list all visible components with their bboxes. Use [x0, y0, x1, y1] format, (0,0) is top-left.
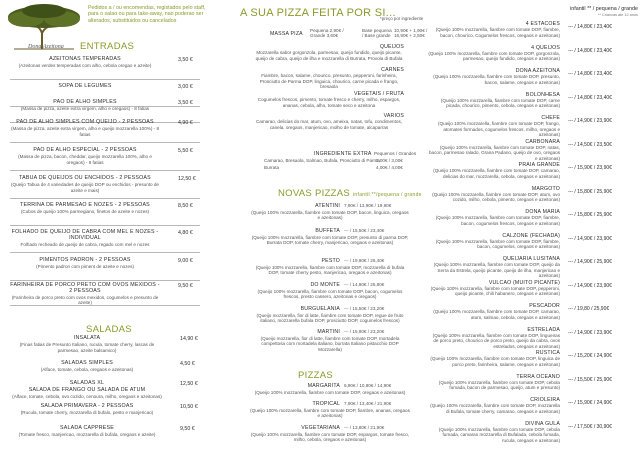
right-pizza-name: BOLONHESA: [525, 91, 560, 98]
pizza-name: [274, 228, 340, 234]
right-pizza-price: --- / 15,50€ / 25,90€: [568, 376, 612, 383]
salada-item: [12, 388, 162, 400]
right-pizza-desc: (Queijo 100% mozzarella, fiambre com tomate DOP, lingueiras de porco preto, chourico de porco preto, queijo da cabra, ovos estrelados, oregaos e azeitonas): [432, 332, 560, 349]
entrada-item: [10, 203, 160, 215]
pizza-price: --- / 15,50€ / 23,20€: [344, 306, 385, 311]
entrada-item: [10, 176, 160, 193]
entrada-name: TABUA DE QUEIJOS OU ENCHIDOS - 2 PESSOAS: [19, 175, 151, 181]
pizza-desc: (Queijo 100% mozzarella, fiambre com tomate DOP, presunto di parma DOP, Burrata DOP, tomate cherry, manjericao, oregaos e azeitonas): [251, 235, 409, 246]
right-pizza: [428, 163, 560, 179]
right-pizza-desc: (Queijo 100% mozzarella, fiambre com tomate DOP, presunto, bacon, salame, oregaos e azeitonas): [433, 74, 560, 85]
entrada-price: 8,50 €: [178, 203, 193, 209]
entrada-item: [10, 258, 160, 270]
pizza-price: --- / 14,90€ / 25,80€: [344, 282, 385, 287]
salada-price: 4,50 €: [180, 361, 195, 367]
salada-name: SALADA CAPPRESE: [60, 425, 114, 431]
right-pizza-name: DONA AZEITONA: [515, 68, 560, 74]
right-pizza-desc: (Queijo 100% mozzarella, fiambre com tomate DOP, camarao, delicias do mar, mozzarella, cebola, oregaos e azeitonas): [433, 168, 560, 179]
entrada-item: [10, 230, 160, 247]
right-pizza-name: DIVINA GULA: [525, 420, 560, 427]
salada-item: [12, 426, 162, 438]
pizza-name: [274, 425, 340, 431]
right-pizza-desc: (Queijo 100% mozzarella, fiambre com tomate DOP, atum, ovo cozido, milho, cebola, pimento, oregaos e azeitonas): [432, 191, 560, 203]
right-pizza-price: --- / 19,80 / 25,90€: [568, 306, 610, 312]
right-pizza-price: --- / 15,90€ / 23,90€: [568, 165, 612, 171]
right-pizza-desc: (Queijo 100% mozzarella, fiambre com tomate DOP, linguica de porco preto, farinheira, salame, oregaos e azeitonas): [430, 356, 560, 367]
right-pizza-name: ESTRELADA: [527, 326, 560, 333]
saladas-title: SALADAS: [86, 324, 132, 335]
right-pizza-price: --- / 14,80€ / 23,40€: [568, 94, 612, 101]
entrada-price: 3,00 €: [178, 84, 193, 90]
base-label: Base pequena / Base grande: [362, 28, 392, 39]
divider: [10, 225, 200, 226]
pizza-name: [274, 383, 340, 389]
pizza-name-text: TROPICAL: [312, 401, 340, 407]
ingredient-group-text: Camarao, delicias do mar, atum, ovo, ameixa, natas, tofu, condimentos, canela, oregaos, manjericao, molho de tomate, alcaparras: [255, 119, 403, 130]
extra-price: 4,00€ / 4,00€: [376, 165, 403, 170]
sua-pizza-note: *preço por ingrediente: [380, 16, 424, 21]
right-pizza-desc: (Queijo 100% mozzarella, fiambre com tomate DOP, mozzarella di Bufala, tomate cherry, camarao, oregaos e azeitonas): [430, 403, 560, 414]
right-pizza: [428, 375, 560, 391]
pizza-desc: (Queijo 100% mozzarella, fiambre com tomate DOP, mozzarella di bufala DOP, tomate cherry pesto, manjericao, oregaos e azeitonas): [255, 265, 405, 276]
right-pizza-name: PESCADOR: [529, 303, 560, 309]
right-pizza: [428, 46, 560, 62]
salada-item: [12, 404, 162, 416]
pizza-desc: (Queijo 100% mozzarella, fiambre com tomate DOP, espargos, tomate fresco, milho, cebola, oregaos e azeitonas): [250, 432, 410, 443]
entrada-price: 5,50 €: [178, 148, 193, 154]
right-sizes: infantil ** / pequena / grande: [570, 6, 639, 12]
entrada-desc: (Cubos de queijo 100% parmegiano, finetos de azeite e nozes): [20, 208, 150, 214]
pizza-name-text: MARTINI: [317, 329, 340, 335]
entrada-price: 4,80 €: [178, 230, 193, 236]
extra-price: 3,00€ / 3,00€: [376, 158, 403, 163]
right-pizza-price: --- / 14,80€ / 23,40€: [568, 24, 612, 30]
salada-desc: (Alface, tomate, cebola, oregaos e azeitonas): [40, 366, 134, 372]
salada-desc: (Tomate fresco, manjericao, mozzarella di bufala, oregaos e azeite): [18, 431, 156, 437]
divider: [10, 79, 200, 80]
right-pizza-name: TERRA OCEANO: [516, 373, 560, 380]
pizza-price: --- / 15,90€ / 23,20€: [344, 329, 385, 334]
ingredient-group-title: CARNES: [381, 67, 404, 73]
right-pizza-price: --- / 17,50€ / 30,90€: [568, 423, 612, 430]
entrada-name: PAO DE ALHO SIMPLES COM QUEIJO - 2 PESSOAS: [16, 119, 154, 125]
entrada-price: 9,50 €: [178, 283, 193, 289]
right-pizza-name: VULCAO (MUITO PICANTE): [488, 279, 560, 286]
pizza-desc: (Queijo mozzarella, fior di latte, fiambre com tomate DOP, mortadela compettosa com mortadela italiano, burrata Italiano pistacchio DOP Mozzarella): [260, 336, 400, 352]
entrada-name: FOLHADO DE QUEIJO DE CABRA COM MEL E NOZES - INDIVIDUAL: [11, 229, 159, 241]
entrada-item: [10, 148, 160, 165]
right-note: ** Criancas ate 12 anos: [598, 13, 638, 17]
right-pizza: [428, 351, 560, 367]
ingredient-group-text: Fiambre, bacon, salame, chourico, presunto, pepperoni, farinheira, Prosciutto de Parma DOP, linguica, chourico, carne picada e frango, bresaola: [259, 73, 399, 90]
right-pizza-price: --- / 14,80€ / 23,40€: [568, 47, 612, 54]
right-pizza: [428, 234, 560, 250]
right-pizza-name: CHEFE: [541, 115, 560, 121]
right-pizza-name: 4 ESTACOES: [525, 21, 560, 27]
right-pizza: [428, 328, 560, 350]
entrada-desc: (Pimento padron com piment de azeite e nozes): [36, 263, 134, 269]
right-pizza-desc: (Queijo 100% mozzarella, fiambre com tomate DOP, gorgonzola, parmesao, queijo fundido, oregaos e azeitonas): [428, 50, 560, 62]
right-pizza: [428, 22, 560, 38]
extra-label: INGREDIENTE EXTRA: [314, 151, 372, 157]
divider: [10, 170, 200, 171]
right-pizza-price: --- / 15,80€ / 25,90€: [568, 188, 612, 195]
right-pizza: [428, 281, 560, 297]
salada-name: SALADA PRIMAVERA - 2 PESSOAS: [40, 403, 134, 409]
ingredient-group-title: QUEIJOS: [379, 44, 404, 50]
salada-item: [12, 336, 162, 353]
right-pizza-price: --- / 15,80€ / 25,90€: [568, 212, 612, 218]
entrada-name: TERRINA DE PARMESAO E NOZES - 2 PESSOAS: [20, 202, 150, 208]
right-pizza-desc: (Queijo 100% mozzarella, fiambre com tomate DOP, frango, atomates formados, cogumelos frescos, milho, oregaos e azeitonas): [438, 121, 560, 138]
ingredient-group: [254, 92, 404, 108]
pizza-price: 7,90€ / 13,40€ / 21,90€: [344, 401, 392, 406]
right-pizza: [428, 257, 560, 279]
entrada-desc: (Massa de pizza, bacon, cheddar, queijo mozzarella 100%, alho e oregaos) - 8 fatias: [18, 153, 152, 165]
pizza-desc: (Queijo 100% mozzarella, fiambre com tomate DOP, oregaos e azeitonas): [254, 390, 406, 395]
salada-name: SALADAS XL: [69, 380, 105, 386]
entrada-name: PAO DE ALHO ESPECIAL - 2 PESSOAS: [33, 147, 137, 153]
salada-price: 9,50 €: [180, 426, 195, 432]
divider: [10, 252, 200, 253]
pizza-name: [274, 329, 340, 335]
massa-sizes: Pequena 2,90€ / Grande 3,60€: [310, 28, 344, 39]
sua-pizza-title: A SUA PIZZA FEITA POR SI...: [240, 7, 396, 19]
pizza-price: --- / 19,90€ / 26,40€: [344, 258, 385, 263]
salada-item: [12, 381, 162, 387]
pizza-price: --- / 13,80€ / 21,90€: [344, 425, 385, 430]
entrada-desc: (Azeitonas verdes temperadas com alho, cebola oregao e azeite): [18, 62, 152, 68]
entrada-desc: (Massa de pizza, azeite extra virgem, alho e oregaos) - 8 fatias: [20, 105, 150, 111]
ingredient-group: [254, 114, 404, 130]
divider: [10, 198, 200, 199]
entrada-price: 4,90 €: [178, 120, 193, 126]
ingredient-group-title: VARIOS: [383, 113, 404, 119]
right-pizza-name: 4 QUEIJOS: [531, 44, 560, 51]
right-pizza-name: DONA MARIA: [525, 209, 560, 215]
salada-name: INSALATA: [73, 335, 101, 341]
pizza-name: [274, 258, 340, 264]
pizza-name: [274, 401, 340, 407]
salada-name: SALADA DE FRANGO OU SALADA DE ATUM: [28, 387, 146, 393]
entrada-name: PAO DE ALHO SIMPLES: [53, 99, 117, 105]
right-pizza-price: --- / 14,90€ / 23,90€: [568, 282, 612, 289]
entrada-name: PIMENTOS PADRON - 2 PESSOAS: [39, 257, 131, 263]
right-pizza-name: CRIOLEIRA: [530, 397, 560, 403]
salada-desc: (Finas fatias de Presunto Italiano, rucula, tomate cherry, lascas de parmesao, azeite balsamico): [19, 341, 155, 353]
entrada-item: [10, 100, 160, 112]
ingredient-group-title: VEGETAIS / FRUTA: [354, 91, 404, 97]
pizza-name: [274, 282, 340, 288]
pizza-price: --- / 15,50€ / 23,40€: [344, 228, 385, 233]
entrada-desc: (Farinheira de porco preto com ovos mexidos, cogumelos e presunto de azeite): [11, 294, 159, 306]
ingredient-group: [254, 45, 404, 61]
right-pizza-name: CALZONE (FECHADA): [502, 232, 560, 239]
base-prices: 10,90€ + 1,90€ / 16,90€ + 2,50€: [394, 28, 428, 39]
right-pizza: [428, 210, 560, 226]
entrada-desc: Folhado recheado de queijo de cabra, regado com mel e nozes: [20, 241, 150, 247]
entrada-price: 12,50 €: [178, 176, 196, 182]
right-pizza-desc: (Queijo 100% mozzarella, fiambre com tomate DOP, camarao, atum, salmao, cebola, oregaos e azeitonas): [433, 309, 560, 320]
pizza-price: 6,90€ / 10,80€ / 14,90€: [344, 383, 392, 388]
extra-item: Camarao, Bresaola, Salmao, Bufala, Prosciutto di Parma: [264, 158, 380, 163]
right-pizza-desc: (Queijo 100% mozzarella, fiambre com tomate DOP, carne picada, chourico, pimento, cebola, oregaos e azeitonas): [440, 97, 560, 109]
extra-sizes: Pequenos / Grandes: [374, 151, 417, 156]
right-pizza-desc: (Queijo 100% mozzarella, fiambre com tomate DOP, fiambre, bacon, chourico, Cogumelos frescos, oregaos e azeitonas): [435, 27, 560, 38]
pizzas-title: PIZZAS: [298, 370, 334, 381]
entrada-name: SOPA DE LEGUMES: [58, 83, 112, 89]
pizza-desc: (Queijo 100% mozzarella, fiambre com tomate DOP, fiambre, ananas, oregaos e azeitonas): [250, 408, 410, 419]
pizza-name-text: PESTO: [321, 258, 340, 264]
entrada-name: FARINHEIRA DE PORCO PRETO COM OVOS MEXIDOS - 2 PESSOAS: [10, 282, 160, 294]
pizza-desc: (Queijo mozzarella, fior di latte, fiambre com tomate DOP, regue de fruto italiano, mozzarella bufala DOP, prosciutto DOP, cogumelos frescos): [256, 313, 404, 324]
pizza-price: 7,90€ / 13,90€ / 19,90€: [344, 203, 392, 208]
right-pizza-desc: (Queijo 100% mozzarella, fiambre com tomate DOP, natas, bacon, parmesao ralado, Grana Padano, queijo de ovo, oregaos e azeitonas): [428, 144, 560, 161]
right-pizza-desc: (Queijo 100% mozzarella, fiambre com tomate DOP, fiambre, bacon, cogumelos frescos, oregaos e azeitonas): [435, 215, 560, 226]
right-pizza-desc: (Queijo 100% mozzarella, fiambre com tomate DOP, cebola fumada, bacon de parmesao, queijo, atum e presunto): [438, 379, 560, 391]
right-pizza-price: --- / 15,20€ / 24,90€: [568, 353, 612, 359]
entrada-price: 3,50 €: [178, 100, 193, 106]
ingredient-group-text: Cogumelos frescos, pimento, tomate fresco e cherry, milho, espargos, ananas, cebola, alho, tomate seco e azeitona: [257, 97, 401, 108]
right-pizza-name: MARGOTO: [531, 185, 560, 192]
entrada-item: [10, 283, 160, 306]
right-pizza: [428, 140, 560, 162]
ingredient-group: [254, 68, 404, 90]
salada-price: 14,90 €: [180, 336, 198, 342]
salada-desc: (Rucula, tomate cherry, mozzarella di bufalo, pesto e manjericao): [20, 409, 154, 415]
brand-name: Dona Azeitona: [28, 44, 64, 50]
pizza-name-text: BURGUELANIA: [300, 306, 340, 312]
right-pizza-desc: (Queijo 100% mozzarella, fiambre com tomate DOP, fiambre, bacon, cogumelos, oregaos e azeitonas): [435, 238, 560, 250]
pizza-name: [274, 306, 340, 312]
entrada-item: [10, 84, 160, 90]
right-pizza-price: --- / 14,90€ / 23,90€: [568, 235, 612, 242]
right-pizza-name: QUEIJARIA LUSITANA: [502, 256, 560, 262]
pizza-desc: (Queijo 100% mozzarella, fiambre com tomate DOP, bacon, linguica, oregaos e azeitonas): [251, 210, 409, 221]
right-pizza-price: --- / 14,80€ / 23,40€: [568, 71, 612, 77]
right-pizza-price: --- / 15,90€ / 24,90€: [568, 400, 612, 406]
right-pizza-desc: (Queijo 100% mozzarella, fiambre com tomate DOP, cebola fumada, camarao mozzarella di Bufalada, cebola fumada, rucula, oregaos e azeitonas): [438, 426, 560, 443]
divider: [10, 142, 200, 143]
salada-item: [12, 361, 162, 373]
salada-name: SALADAS SIMPLES: [61, 360, 113, 366]
right-pizza: [428, 422, 560, 444]
right-pizza-price: --- / 14,90€ / 23,90€: [568, 118, 612, 124]
right-pizza-name: CARBONARA: [525, 138, 560, 145]
massa-label: MASSA PIZA: [270, 31, 303, 37]
entrada-desc: (Massa de pizza, azeite extra virgem, alho e queijo mozzarella 100%) - 8 fatias: [10, 125, 160, 137]
pizza-name-text: MARGARITA: [307, 383, 340, 389]
right-pizza: [428, 304, 560, 320]
pizza-desc: (Queijo 100% mozzarella, fiambre com tomate DOP, bacon, cogumelos frescos, presto cassero, azeitonas e oregaos): [257, 289, 403, 300]
right-pizza-desc: (Queijo 100% mozzarella, fiambre com tomate DOP, pepperoni, queijo picante, chili habanero, oregaos e azeitonas): [430, 285, 560, 297]
entrada-price: 3,50 €: [178, 57, 193, 63]
pizza-name: [274, 203, 340, 209]
right-pizza: [428, 93, 560, 109]
entrada-desc: (Queijo Tabua de 4 variedades de queijo DOP ou enchidos - presunto de azeite e mais): [11, 181, 159, 193]
salada-desc: (Alface, tomate, cebola, ovo cozido, cenoura, milho, oregaos e azeitonas): [12, 393, 162, 399]
novas-pizzas-title: NOVAS PIZZAS infantil **/pequena / grande: [278, 188, 422, 199]
right-pizza: [428, 187, 560, 203]
entrada-name: AZEITONAS TEMPERADAS: [49, 56, 121, 62]
pizza-name-text: ATENTINI: [315, 203, 340, 209]
salada-price: 10,50 €: [180, 404, 198, 410]
entradas-title: ENTRADAS: [80, 41, 135, 52]
right-pizza: [428, 398, 560, 414]
right-pizza-price: --- / 14,50€ / 23,50€: [568, 141, 612, 148]
entrada-item: [10, 120, 160, 137]
pizza-name-text: VEGETARIANA: [301, 425, 340, 431]
intro-note: Pedidos a / ou encomendas, registados pelo staff, para o salao ou para take-away, nao poderao ser alterados, substituidos ou cancelados: [88, 5, 206, 24]
extra-item: Burrata: [264, 165, 280, 170]
right-pizza-name: RUSTICA: [535, 350, 560, 356]
entrada-price: 9,00 €: [178, 258, 193, 264]
entrada-item: [10, 57, 160, 69]
right-pizza-name: PRAIA GRANDE: [518, 162, 560, 168]
right-pizza-price: --- / 14,90€ / 25,90€: [568, 259, 612, 265]
right-pizza-desc: (Queijo 100% mozzarella, fiambre com tomate DOP, queijo da Serra da Estrela, queijo picante, queijo de ilha, manjericao e azeitonas): [433, 262, 560, 279]
divider: [10, 280, 200, 281]
ingredient-group-text: Mozzarella sabor gorgonzola, parmesao, queijo fundido, queijo picante, queijo de cabra, queijo de ilha e mozzarella di Burrata, Provola di Bufala: [255, 50, 403, 61]
salada-price: 12,50 €: [180, 381, 198, 387]
divider: [10, 305, 200, 306]
right-pizza: [428, 116, 560, 138]
pizza-name-text: DO MONTE: [310, 282, 340, 288]
right-pizza-price: --- / 14,90€ / 23,90€: [568, 329, 612, 336]
right-pizza: [428, 69, 560, 85]
pizza-name-text: BUFFETA: [315, 228, 340, 234]
